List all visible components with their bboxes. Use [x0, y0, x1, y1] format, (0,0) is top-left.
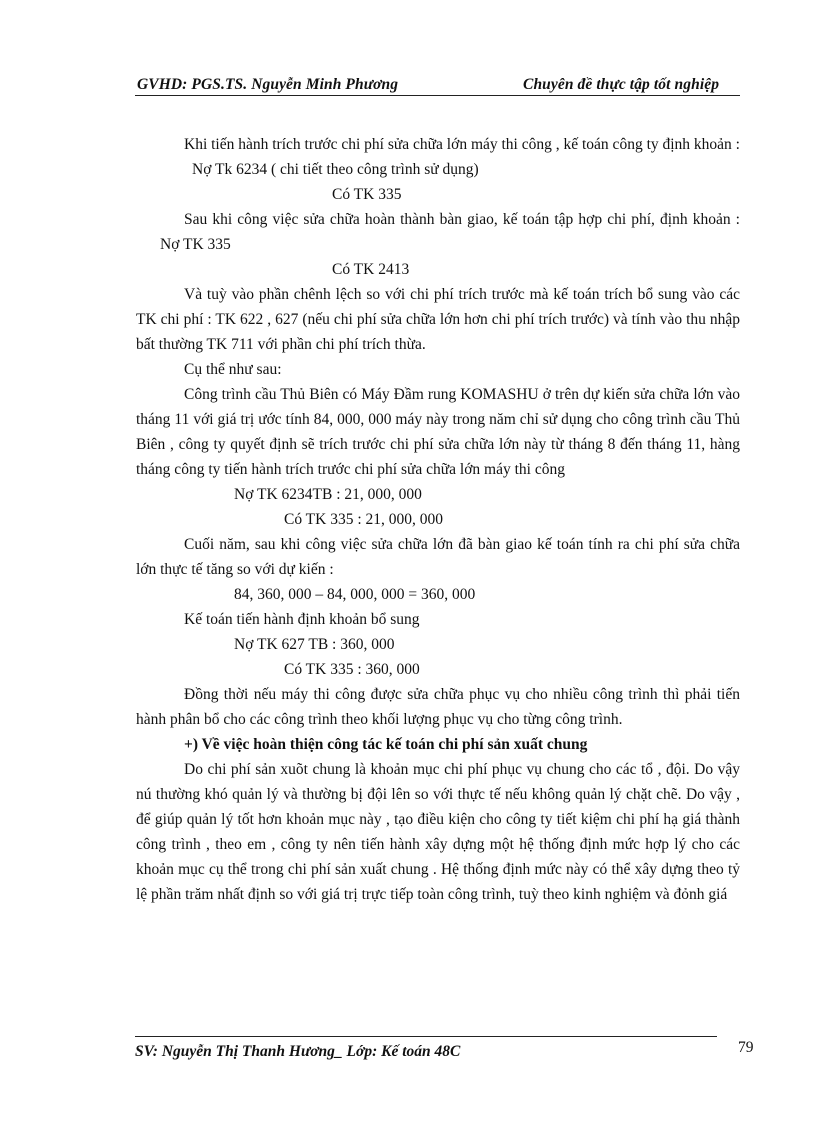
footer-divider	[135, 1036, 717, 1037]
header-divider	[135, 95, 740, 96]
debit-entry: Nợ TK 335	[160, 236, 231, 253]
paragraph-supplement: Kế toán tiến hành định khoản bổ sung	[184, 611, 420, 628]
footer-student: SV: Nguyễn Thị Thanh Hương_ Lớp: Kế toán 48C	[135, 1043, 461, 1060]
paragraph-text: Khi tiến hành trích trước chi phí sửa chữa lớn máy thi công , kế toán công ty định khoản :	[184, 136, 740, 153]
paragraph-allocation: Đồng thời nếu máy thi công được sửa chữa phục vụ cho nhiều công trình thì phải tiến hành phân bổ cho các công trình theo khối lượng phục vụ cho từng công trình.	[136, 686, 740, 728]
journal-credit-line: Có TK 335 : 360, 000	[284, 661, 420, 678]
section-heading: +) Về việc hoàn thiện công tác kế toán chi phí sản xuất chung	[184, 736, 588, 753]
paragraph-overhead: Do chi phí sản xuõt chung là khoản mục chi phí phục vụ chung cho các tổ , đội. Do vậy nú thường khó quản lý và thường bị đội lên so với thực tế nếu không quản lý chặt chẽ. Do vậy , để giúp quản lý tốt hơn khoản mục này , tạo điều kiện cho công ty tiết kiệm chi phí hạ giá thành công trình , theo em , công ty nên tiến hành xây dựng một hệ thống định mức hợp lý cho các khoản mục cụ thể trong chi phí sản xuất chung . Hệ thống định mức này có thể xây dựng theo tỷ lệ phần trăm nhất định so với giá trị trực tiếp toàn công trình, tuỳ theo kinh nghiệm và đỏnh giá	[136, 761, 740, 903]
paragraph-difference: Và tuỳ vào phần chênh lệch so với chi phí trích trước mà kế toán trích bổ sung vào các TK chi phí : TK 622 , 627 (nếu chi phí sửa chữa lớn hơn chi phí trích trước) và tính vào thu nhập bất thường TK 711 với phần chi phí trích thừa.	[136, 286, 740, 353]
journal-debit-line: Nợ TK 6234TB : 21, 000, 000	[234, 486, 422, 503]
paragraph-year-end: Cuối năm, sau khi công việc sửa chữa lớn đã bàn giao kế toán tính ra chi phí sửa chữa lớn thực tế tăng so với dự kiến :	[136, 536, 740, 578]
calculation-line: 84, 360, 000 – 84, 000, 000 = 360, 000	[234, 586, 476, 603]
paragraph-example-intro: Cụ thể như sau:	[184, 361, 282, 378]
page-body	[136, 132, 740, 907]
paragraph-example: Công trình cầu Thủ Biên có Máy Đầm rung KOMASHU ở trên dự kiến sửa chữa lớn vào tháng 11 với giá trị ước tính 84, 000, 000 máy này trong năm chỉ sử dụng cho công trình cầu Thủ Biên , công ty quyết định sẽ trích trước chi phí sửa chữa lớn này từ tháng 8 đến tháng 11, hàng tháng công ty tiến hành trích trước chi phí sửa chữa lớn máy thi công	[136, 386, 740, 478]
journal-credit-line: Có TK 335 : 21, 000, 000	[284, 511, 444, 528]
journal-debit-line: Nợ TK 627 TB : 360, 000	[234, 636, 395, 653]
credit-entry: Có TK 335	[332, 186, 402, 203]
credit-entry: Có TK 2413	[332, 261, 410, 278]
page-number: 79	[738, 1039, 754, 1056]
header-report-title: Chuyên đề thực tập tốt nghiệp	[523, 76, 720, 93]
paragraph-text: Sau khi công việc sửa chữa hoàn thành bàn giao, kế toán tập hợp chi phí, định khoản :	[184, 211, 740, 228]
paragraph-accrual-entry	[136, 132, 740, 182]
paragraph-completion-entry	[136, 207, 740, 257]
debit-entry: Nợ Tk 6234 ( chi tiết theo công trình sử dụng)	[192, 161, 479, 178]
header-advisor: GVHD: PGS.TS. Nguyễn Minh Phương	[137, 76, 399, 93]
